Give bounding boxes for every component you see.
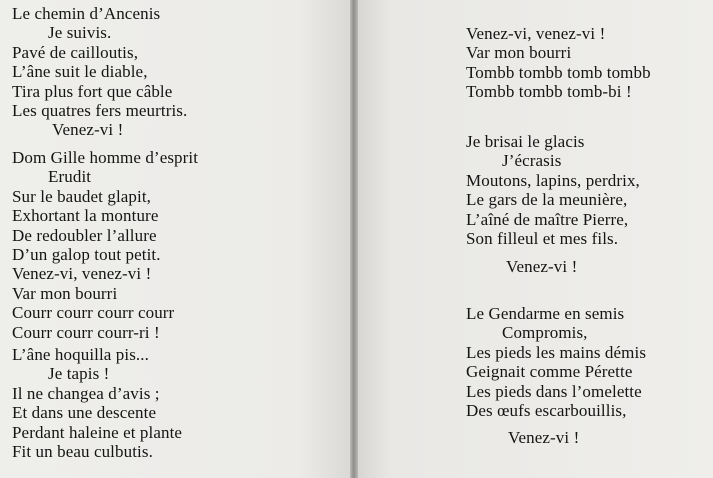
verse-line: J’écrasis (502, 151, 562, 171)
verse-line: L’âne suit le diable, (12, 62, 148, 82)
book-gutter (350, 0, 358, 478)
verse-line: Courr courr courr courr (12, 303, 175, 323)
verse-line: Geignait comme Pérette (466, 362, 633, 382)
verse-line: D’un galop tout petit. (12, 245, 161, 265)
verse-line: Perdant haleine et plante (12, 422, 183, 442)
verse-line: Son filleul et mes fils. (466, 229, 619, 249)
verse-line: Je tapis ! (48, 364, 110, 384)
verse-line: L’aîné de maître Pierre, (466, 209, 629, 229)
verse-line: Sur le baudet glapit, (12, 186, 152, 206)
verse-line: Tombb tombb tomb tombb (466, 62, 651, 82)
verse-line: Je brisai le glacis (466, 132, 585, 151)
right-stanza-3 (466, 304, 646, 420)
verse-line: Tombb tombb tomb-bi ! (466, 82, 632, 102)
verse-line: Tira plus fort que câble (12, 81, 173, 101)
right-stanza-1 (466, 24, 651, 102)
right-refrain-3 (508, 428, 579, 447)
verse-line: Des œufs escarbouillis, (466, 401, 627, 421)
verse-line: Le Gendarme en semis (466, 304, 625, 323)
verse-line: Venez-vi, venez-vi ! (466, 24, 606, 43)
verse-line: Le chemin d’Ancenis (12, 4, 161, 23)
left-stanza-2 (12, 148, 198, 342)
verse-line: Le gars de la meunière, (466, 190, 628, 210)
right-stanza-2 (466, 132, 640, 248)
verse-line: Venez-vi, venez-vi ! (12, 264, 152, 284)
verse-line: Et dans une descente (12, 403, 157, 423)
refrain-line: Venez-vi ! (52, 120, 124, 140)
left-stanza-3 (12, 345, 182, 461)
verse-line: Les quatres fers meurtris. (12, 101, 188, 121)
verse-line: Var mon bourri (12, 283, 118, 303)
verse-line: Les pieds dans l’omelette (466, 381, 642, 401)
right-refrain-2 (506, 257, 577, 276)
verse-line: Je suivis. (48, 23, 112, 43)
verse-line: Pavé de cailloutis, (12, 42, 139, 62)
verse-line: Courr courr courr-ri ! (12, 322, 160, 342)
refrain-line: Venez-vi ! (506, 257, 578, 276)
left-stanza-1 (12, 4, 187, 140)
refrain-line: Venez-vi ! (508, 428, 580, 447)
verse-line: Dom Gille homme d’esprit (12, 148, 199, 167)
verse-line: Erudit (48, 167, 92, 187)
verse-line: Compromis, (502, 323, 588, 343)
verse-line: Il ne changea d’avis ; (12, 383, 160, 403)
verse-line: Var mon bourri (466, 43, 572, 63)
verse-line: Fit un beau culbutis. (12, 442, 153, 462)
verse-line: Moutons, lapins, perdrix, (466, 170, 640, 190)
verse-line: L’âne hoquilla pis... (12, 345, 149, 364)
verse-line: Exhortant la monture (12, 206, 159, 226)
verse-line: Les pieds les mains démis (466, 342, 647, 362)
verse-line: De redoubler l’allure (12, 225, 157, 245)
